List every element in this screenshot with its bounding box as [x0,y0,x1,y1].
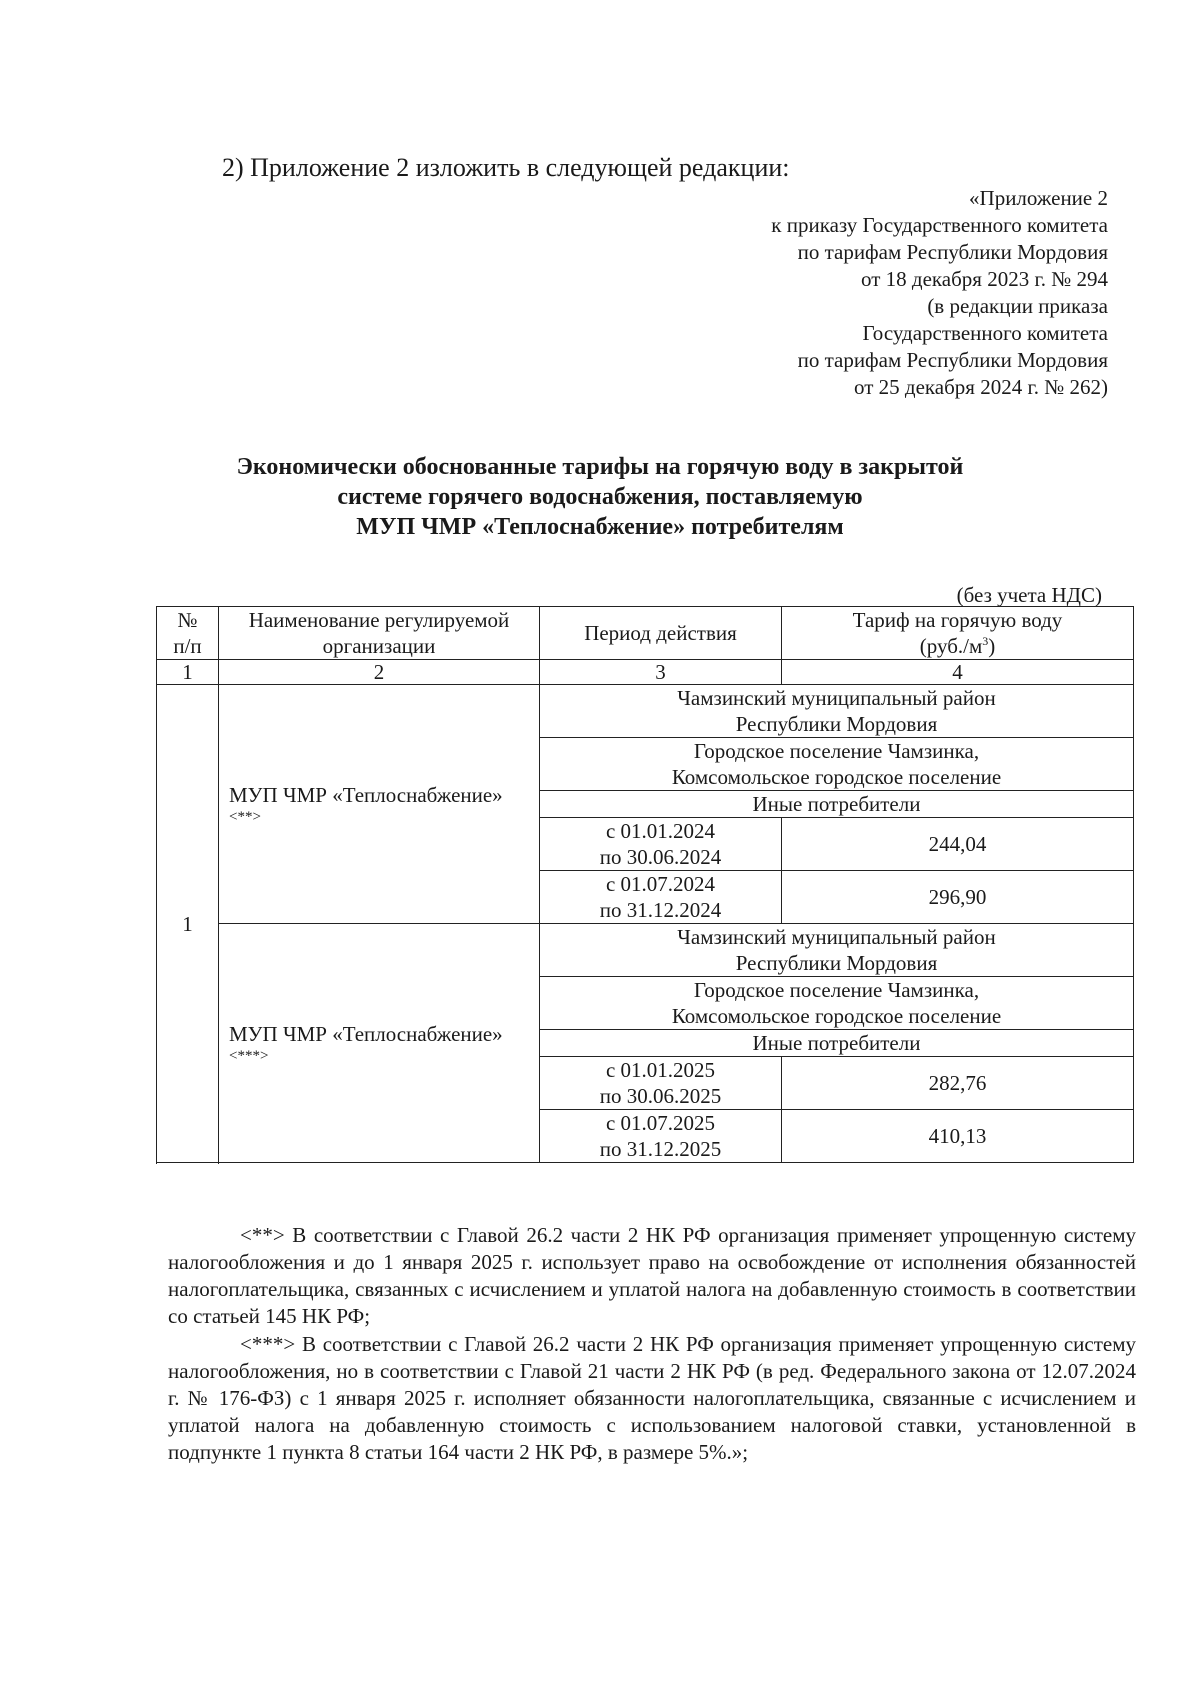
header-tariff-unit-close: ) [988,634,996,658]
appendix-line: «Приложение 2 [969,186,1108,210]
region-line: Республики Мордовия [735,951,938,975]
org-note: <**> [229,809,261,825]
tariff-cell: 296,90 [782,871,1134,924]
org-note: <***> [229,1048,269,1064]
appendix-line: к приказу Государственного комитета [771,213,1108,237]
period-cell [540,818,782,871]
region-cell [540,685,1134,738]
period-cell [540,1057,782,1110]
org-name: МУП ЧМР «Теплоснабжение» [229,1022,503,1046]
row-number: 1 [157,685,219,1163]
tariff-cell: 410,13 [782,1110,1134,1163]
settlement-cell [540,738,1134,791]
header-num [157,607,219,660]
appendix-line: по тарифам Республики Мордовия [797,348,1108,372]
period-to: по 31.12.2025 [599,1137,722,1161]
title-line: МУП ЧМР «Теплоснабжение» потребителям [356,514,844,540]
header-tariff-unit: (руб./м [919,634,983,658]
period-from: с 01.01.2025 [605,1058,716,1082]
header-tariff-line2 [786,633,1129,659]
table-row [157,924,1134,977]
header-tariff-line1: Тариф на горячую воду [852,608,1063,632]
appendix-line: Государственного комитета [862,321,1108,345]
footnote-double-asterisk: <**> В соответствии с Главой 26.2 части 2 НК РФ организация применяет упрощенную систему налогообложения и до 1 января 2025 г. использует право на освобождение от исполнения обязанностей налогоплательщика, связанных с исчислением и уплатой налога на добавленную стоимость в соответствии со статьей 145 НК РФ; [168,1223,1136,1328]
header-tariff-unit-power: 3 [982,634,989,648]
table-row [157,685,1134,738]
intro-text: 2) Приложение 2 изложить в следующей редакции: [222,153,790,182]
period-to: по 30.06.2024 [599,845,722,869]
tariff-cell: 244,04 [782,818,1134,871]
header-org [219,607,540,660]
appendix-line: от 25 декабря 2024 г. № 262) [854,375,1108,399]
footnote-triple-asterisk: <***> В соответствии с Главой 26.2 части 2 НК РФ организация применяет упрощенную систему налогообложения, но в соответствии с Главой 21 части 2 НК РФ (в ред. Федерального закона от 12.07.2024 г. № 176-ФЗ) с 1 января 2025 г. исполняет обязанности налогоплательщика, связанные с исчислением и уплатой налога на добавленную стоимость с использованием налоговой ставки, установленной в подпункте 1 пункта 8 статьи 164 части 2 НК РФ, в размере 5%.»; [168,1332,1136,1464]
header-num-line1: № [177,608,198,632]
period-to: по 31.12.2024 [599,898,722,922]
appendix-header [608,185,1108,401]
settlement-line: Городское поселение Чамзинка, [693,978,980,1002]
period-to: по 30.06.2025 [599,1084,722,1108]
period-from: с 01.01.2024 [605,819,716,843]
appendix-line: (в редакции приказа [927,294,1108,318]
column-number: 2 [219,660,540,685]
period-from: с 01.07.2025 [605,1111,716,1135]
tariff-table [156,606,1134,1163]
footnotes [168,1222,1136,1467]
settlement-line: Городское поселение Чамзинка, [693,739,980,763]
column-numbers-row [157,660,1134,685]
header-period: Период действия [540,607,782,660]
column-number: 4 [782,660,1134,685]
header-num-line2: п/п [173,634,202,658]
title-line: системе горячего водоснабжения, поставляемую [337,484,863,510]
region-line: Чамзинский муниципальный район [677,686,996,710]
period-cell [540,1110,782,1163]
tariff-cell: 282,76 [782,1057,1134,1110]
period-cell [540,871,782,924]
consumers-cell: Иные потребители [540,1030,1134,1057]
settlement-cell [540,977,1134,1030]
settlement-line: Комсомольское городское поселение [671,1004,1002,1028]
appendix-line: от 18 декабря 2023 г. № 294 [861,267,1108,291]
org-cell [219,685,540,924]
settlement-line: Комсомольское городское поселение [671,765,1002,789]
table-header-row [157,607,1134,660]
column-number: 1 [157,660,219,685]
document-title [160,452,1040,542]
vat-note: (без учета НДС) [956,583,1102,607]
org-name: МУП ЧМР «Теплоснабжение» [229,783,503,807]
consumers-cell: Иные потребители [540,791,1134,818]
header-tariff [782,607,1134,660]
region-line: Чамзинский муниципальный район [677,925,996,949]
org-cell [219,924,540,1163]
region-line: Республики Мордовия [735,712,938,736]
period-from: с 01.07.2024 [605,872,716,896]
title-line: Экономически обоснованные тарифы на горячую воду в закрытой [236,454,964,480]
header-org-line2: организации [322,634,436,658]
region-cell [540,924,1134,977]
appendix-line: по тарифам Республики Мордовия [797,240,1108,264]
column-number: 3 [540,660,782,685]
header-org-line1: Наименование регулируемой [248,608,510,632]
